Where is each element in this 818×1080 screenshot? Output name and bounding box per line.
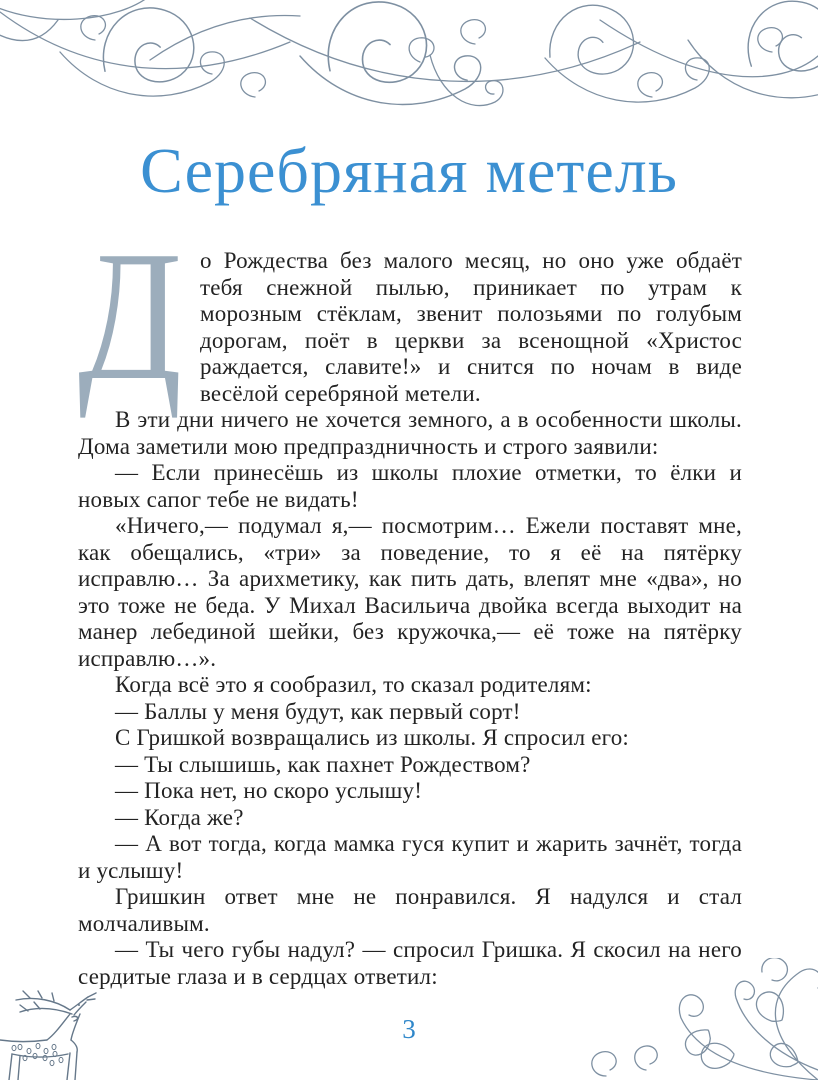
page-number: 3	[402, 1014, 416, 1044]
chapter-title: Серебряная метель	[140, 135, 678, 206]
paragraph: Когда всё это я сообразил, то сказал родителям:	[115, 672, 592, 697]
paragraph: — А вот тогда, когда мамка гуся купит и жарить зачнёт, тогда и услышу!	[78, 831, 742, 883]
paragraph: — Ты слышишь, как пахнет Рождеством?	[115, 751, 531, 777]
bottom-right-flourish-ornament	[586, 958, 818, 1080]
story-text	[78, 213, 742, 990]
paragraph: — Баллы у меня будут, как первый сорт!	[115, 698, 521, 724]
drop-cap: Д	[78, 213, 183, 419]
paragraph: — Ты чего губы надул? — спросил Гришка. Я скосил на него сердитые глаза и в сердцах ответил:	[78, 937, 742, 989]
paragraph: — Пока нет, но скоро услышу!	[115, 778, 423, 803]
paragraph: «Ничего,— подумал я,— посмотрим… Ежели поставят мне, как обещались, «три» за поведение, то я её на пятёрку исправлю… За арихметику, как пить дать, влепят мне «два», но это тоже не беда. У Михал Васильича двойка всегда выходит на манер лебединой шейки, без кружочка,— её тоже на пятёрку исправлю…».	[78, 513, 742, 671]
paragraph: Гришкин ответ мне не понравился. Я надулся и стал молчаливым.	[78, 884, 742, 936]
paragraph: — Если принесёшь из школы плохие отметки, то ёлки и новых сапог тебе не видать!	[78, 460, 742, 512]
deer-ornament	[0, 990, 124, 1080]
paragraph-text: о Рождества без малого месяц, но оно уже обдаёт тебя снежной пылью, приникает по утрам к морозным стёклам, звенит полозьями по голубым дорогам, поёт в церкви за всенощной «Христос раждается, славите!» и снится по ночам в виде весёлой серебряной метели.	[200, 248, 742, 406]
paragraph: В эти дни ничего не хочется земного, а в особенности школы. Дома заметили мою предпраздничность и строго заявили:	[78, 407, 742, 459]
paragraph: — Когда же?	[115, 804, 244, 830]
paragraph: С Гришкой возвращались из школы. Я спросил его:	[115, 725, 630, 750]
top-flourish-ornament	[0, 0, 818, 124]
paragraph	[78, 213, 742, 419]
